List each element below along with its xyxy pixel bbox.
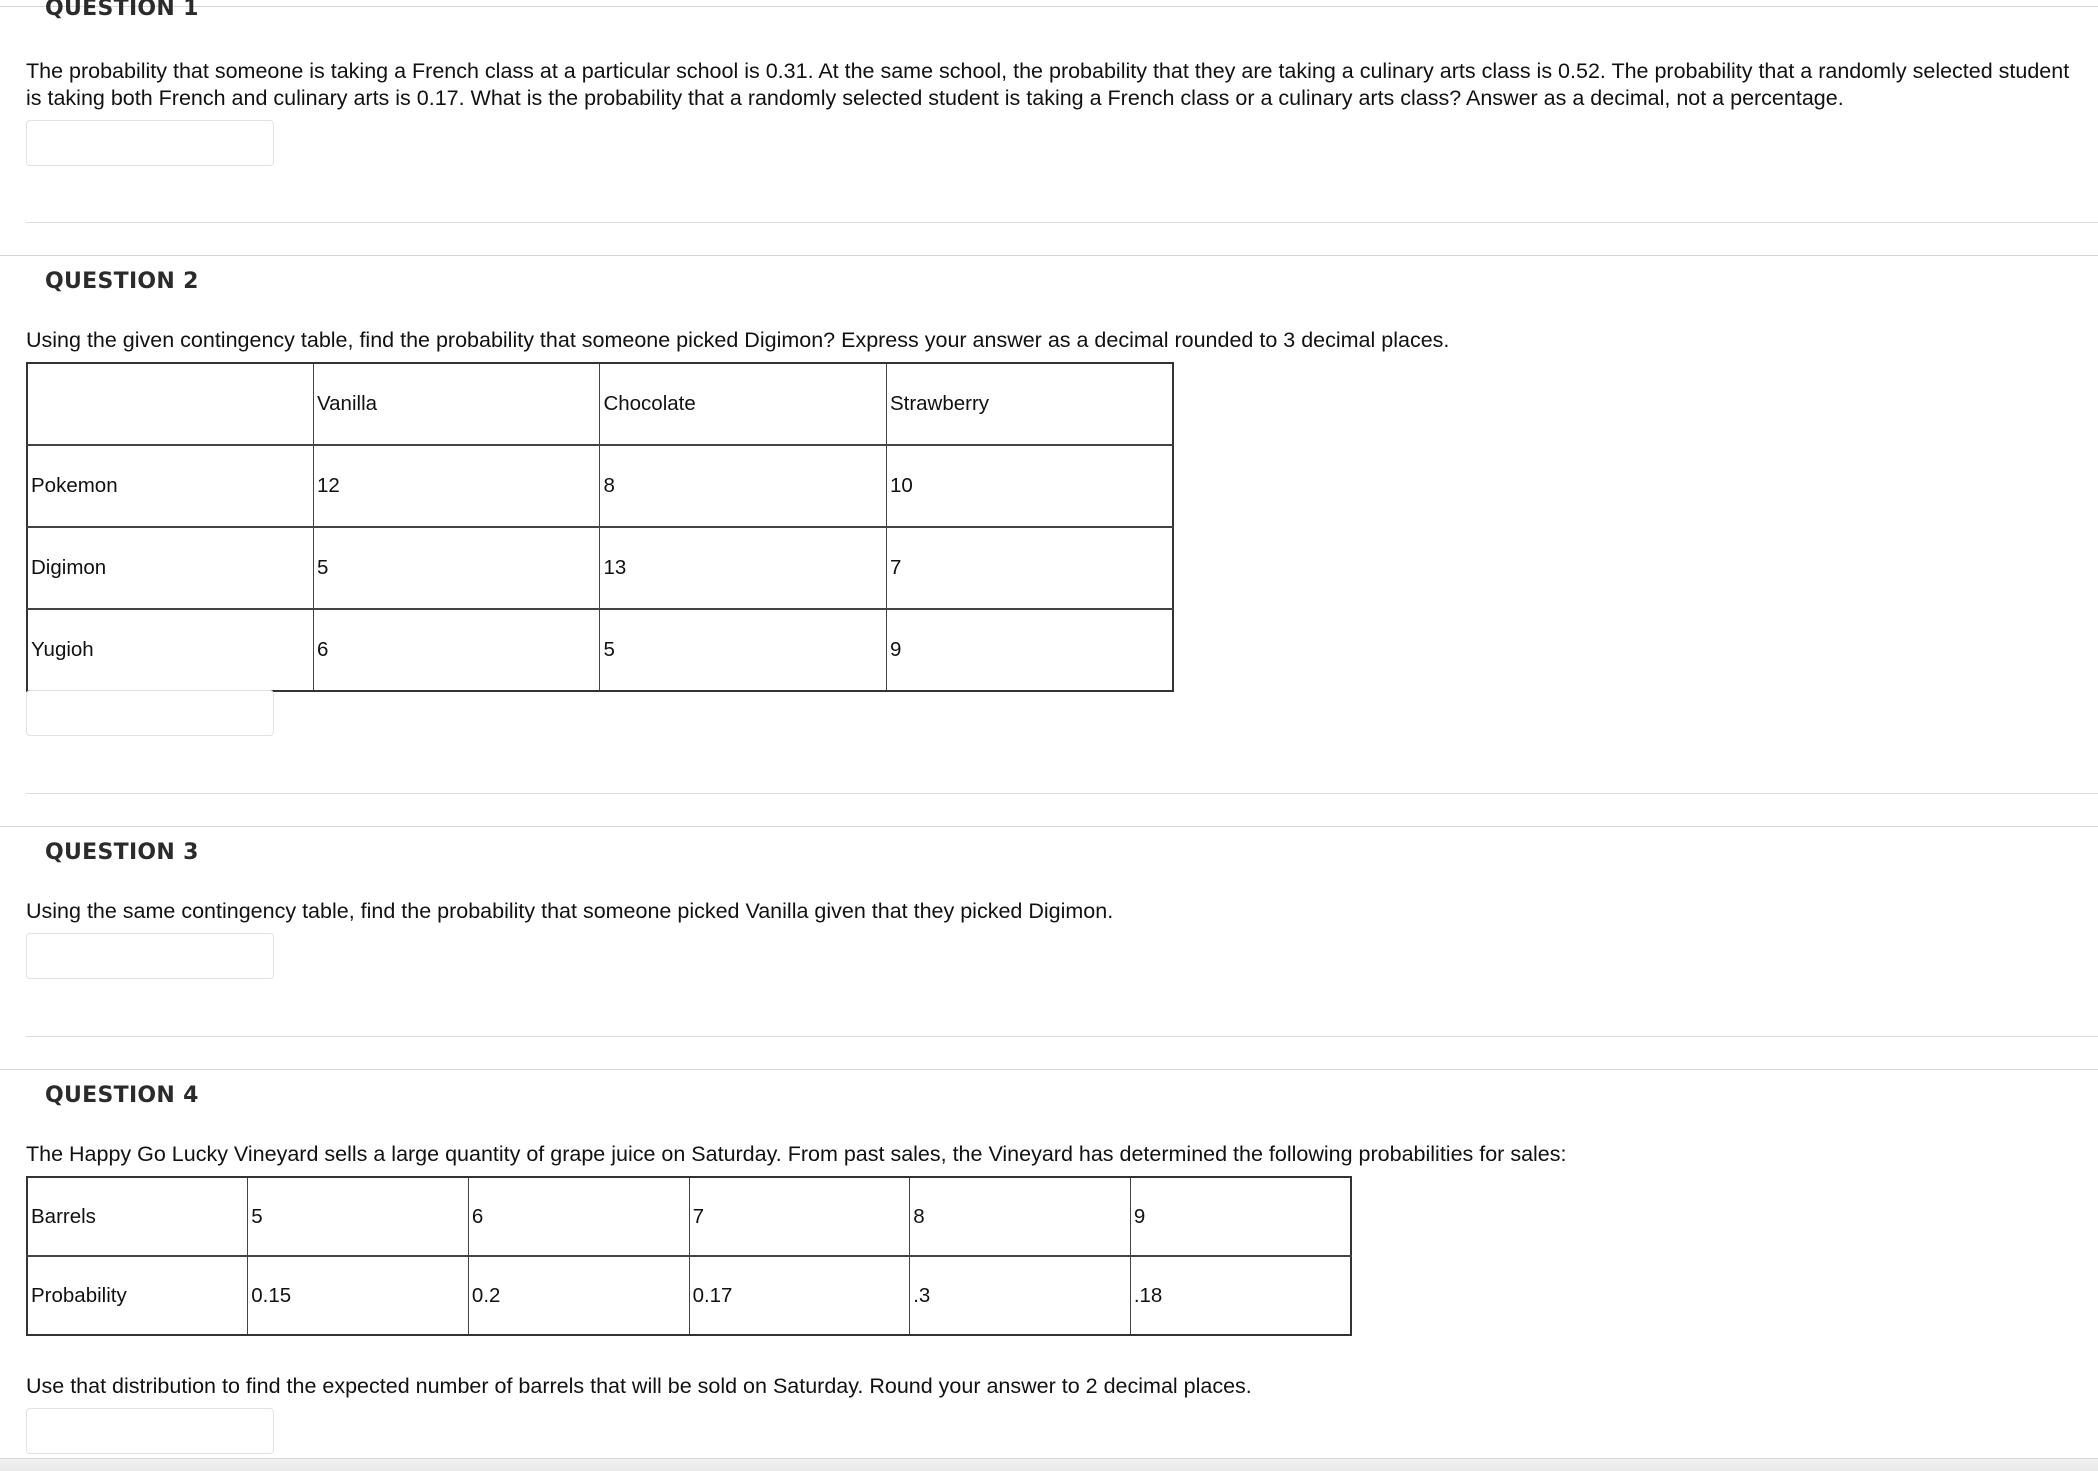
table-cell: 12 bbox=[314, 445, 600, 527]
question-2-answer-input[interactable] bbox=[26, 690, 274, 736]
table-cell: 6 bbox=[314, 609, 600, 691]
table-cell: 10 bbox=[886, 445, 1173, 527]
table-row bbox=[27, 527, 1173, 609]
question-3-text: Using the same contingency table, find the probability that someone picked Vanilla given that they picked Digimon. bbox=[26, 899, 1114, 923]
table-row bbox=[27, 609, 1173, 691]
table-cell: 8 bbox=[910, 1177, 1131, 1256]
table-cell: 0.17 bbox=[689, 1256, 910, 1335]
table-cell: 7 bbox=[689, 1177, 910, 1256]
question-1-text: The probability that someone is taking a French class at a particular school is 0.31. At the same school, the probability that they are taking a culinary arts class is 0.52. The probability that a randomly selected student is taking both French and culinary arts is 0.17. What is the probability that a randomly selected student is taking a French class or a culinary arts class? Answer as a decimal, not a percentage. bbox=[26, 59, 2070, 110]
table-cell: .3 bbox=[910, 1256, 1131, 1335]
table-row-label: Yugioh bbox=[27, 609, 314, 691]
question-3-answer-input[interactable] bbox=[26, 933, 274, 979]
table-cell: 7 bbox=[886, 527, 1173, 609]
question-4-top-divider bbox=[0, 1069, 2098, 1070]
question-2-top-divider bbox=[0, 255, 2098, 256]
question-2-title: QUESTION 2 bbox=[45, 269, 199, 294]
table-row bbox=[27, 445, 1173, 527]
question-1-title: QUESTION 1 bbox=[45, 0, 199, 21]
question-3-top-divider bbox=[0, 826, 2098, 827]
question-2-bottom-divider bbox=[26, 793, 2098, 794]
table-header-row bbox=[27, 363, 1173, 445]
table-row-label: Pokemon bbox=[27, 445, 314, 527]
question-1-top-divider bbox=[0, 6, 2098, 7]
question-2-text: Using the given contingency table, find the probability that someone picked Digimon? Express your answer as a decimal rounded to 3 decimal places. bbox=[26, 328, 1450, 352]
question-4-answer-input[interactable] bbox=[26, 1408, 274, 1454]
probability-distribution-table bbox=[26, 1176, 1352, 1336]
table-cell: 5 bbox=[314, 527, 600, 609]
table-header-cell: Strawberry bbox=[886, 363, 1173, 445]
table-cell: 9 bbox=[886, 609, 1173, 691]
question-4-text: The Happy Go Lucky Vineyard sells a large quantity of grape juice on Saturday. From past sales, the Vineyard has determined the following probabilities for sales: bbox=[26, 1142, 1567, 1166]
question-1-bottom-divider bbox=[26, 222, 2098, 223]
question-1-answer-input[interactable] bbox=[26, 120, 274, 166]
table-row bbox=[27, 1256, 1351, 1335]
table-cell bbox=[27, 363, 314, 445]
contingency-table bbox=[26, 362, 1174, 692]
table-row-label: Barrels bbox=[27, 1177, 248, 1256]
table-cell: 8 bbox=[600, 445, 887, 527]
table-cell: .18 bbox=[1130, 1256, 1351, 1335]
table-cell: 0.2 bbox=[468, 1256, 689, 1335]
table-row bbox=[27, 1177, 1351, 1256]
page-bottom-edge bbox=[0, 1458, 2098, 1471]
table-header-cell: Chocolate bbox=[600, 363, 887, 445]
table-cell: 5 bbox=[600, 609, 887, 691]
question-3-title: QUESTION 3 bbox=[45, 840, 199, 865]
question-4-text-after: Use that distribution to find the expected number of barrels that will be sold on Saturday. Round your answer to 2 decimal places. bbox=[26, 1374, 1252, 1398]
table-row-label: Probability bbox=[27, 1256, 248, 1335]
question-4-title: QUESTION 4 bbox=[45, 1083, 199, 1108]
question-3-bottom-divider bbox=[26, 1036, 2098, 1037]
table-header-cell: Vanilla bbox=[314, 363, 600, 445]
table-cell: 13 bbox=[600, 527, 887, 609]
table-cell: 6 bbox=[468, 1177, 689, 1256]
table-cell: 0.15 bbox=[248, 1256, 469, 1335]
table-cell: 9 bbox=[1130, 1177, 1351, 1256]
table-row-label: Digimon bbox=[27, 527, 314, 609]
table-cell: 5 bbox=[248, 1177, 469, 1256]
